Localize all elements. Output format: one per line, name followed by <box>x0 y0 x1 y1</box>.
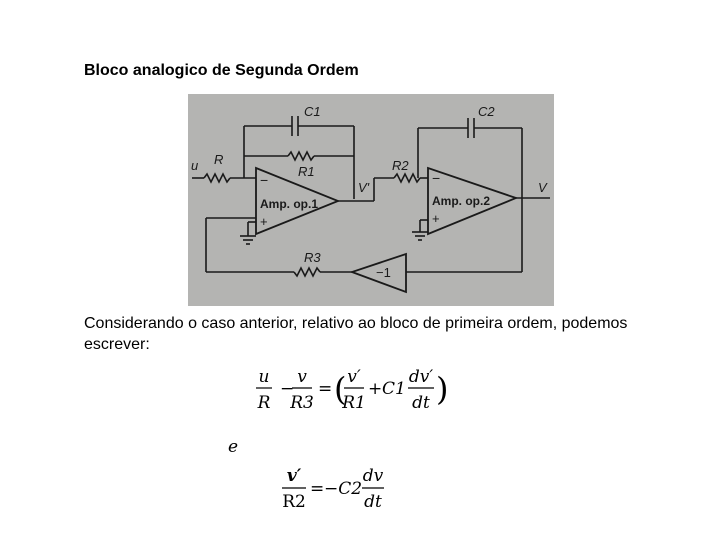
eq1-dt: dt <box>412 393 430 413</box>
amp2-minus: − <box>432 170 441 186</box>
label-input-u: u <box>191 158 199 173</box>
label-c2: C2 <box>478 104 495 119</box>
amp1-plus: + <box>260 214 268 229</box>
label-r: R <box>214 152 224 167</box>
eq1-lparen: ( <box>334 370 347 408</box>
connector-e: e <box>228 437 239 457</box>
equation-2 <box>280 464 390 521</box>
resistor-r2 <box>394 174 420 182</box>
amp2-plus: + <box>432 211 440 226</box>
label-r1: R1 <box>298 164 315 179</box>
eq1-plus: + <box>368 379 383 399</box>
eq1-dvprime: dv′ <box>408 367 434 387</box>
page-title: Bloco analogico de Segunda Ordem <box>84 62 359 79</box>
eq2-dv: dv <box>362 466 384 486</box>
eq1-r1: R1 <box>342 393 366 413</box>
amp1-label: Amp. op.1 <box>260 197 319 211</box>
eq1-minus: − <box>280 379 295 399</box>
eq2-dt: dt <box>364 492 382 512</box>
eq1-vprime: v′ <box>347 367 361 387</box>
circuit-diagram <box>188 94 554 306</box>
eq2-coef: −C2 <box>324 479 363 499</box>
eq1-r3: R3 <box>290 393 314 413</box>
inverter-label: −1 <box>376 265 391 280</box>
label-r2: R2 <box>392 158 409 173</box>
label-r3: R3 <box>304 250 321 265</box>
resistor-r <box>204 174 230 182</box>
label-output-v: V <box>538 180 547 195</box>
equation-2-svg <box>280 464 390 516</box>
eq1-rparen: ) <box>436 370 449 408</box>
circuit-wires <box>192 116 550 292</box>
equation-1-svg <box>254 364 454 420</box>
label-c1: C1 <box>304 104 321 119</box>
eq1-u: u <box>258 367 270 387</box>
eq1-c1: C1 <box>382 379 406 399</box>
amp2-label: Amp. op.2 <box>432 194 491 208</box>
eq2-r2: R2 <box>282 492 306 512</box>
eq1-r: R <box>257 393 271 413</box>
eq1-equals: = <box>318 379 333 399</box>
label-v-prime: V' <box>358 180 370 195</box>
eq2-equals: = <box>310 479 325 499</box>
amp1-minus: − <box>260 172 269 188</box>
circuit-svg <box>188 94 554 306</box>
eq1-v: v <box>297 367 307 387</box>
eq2-vprime: v′ <box>286 466 302 486</box>
equation-1 <box>254 364 454 425</box>
resistor-r3 <box>294 268 320 276</box>
body-paragraph: Considerando o caso anterior, relativo ao bloco de primeira ordem, podemos escrever: <box>84 315 628 353</box>
resistor-r1 <box>288 152 314 160</box>
